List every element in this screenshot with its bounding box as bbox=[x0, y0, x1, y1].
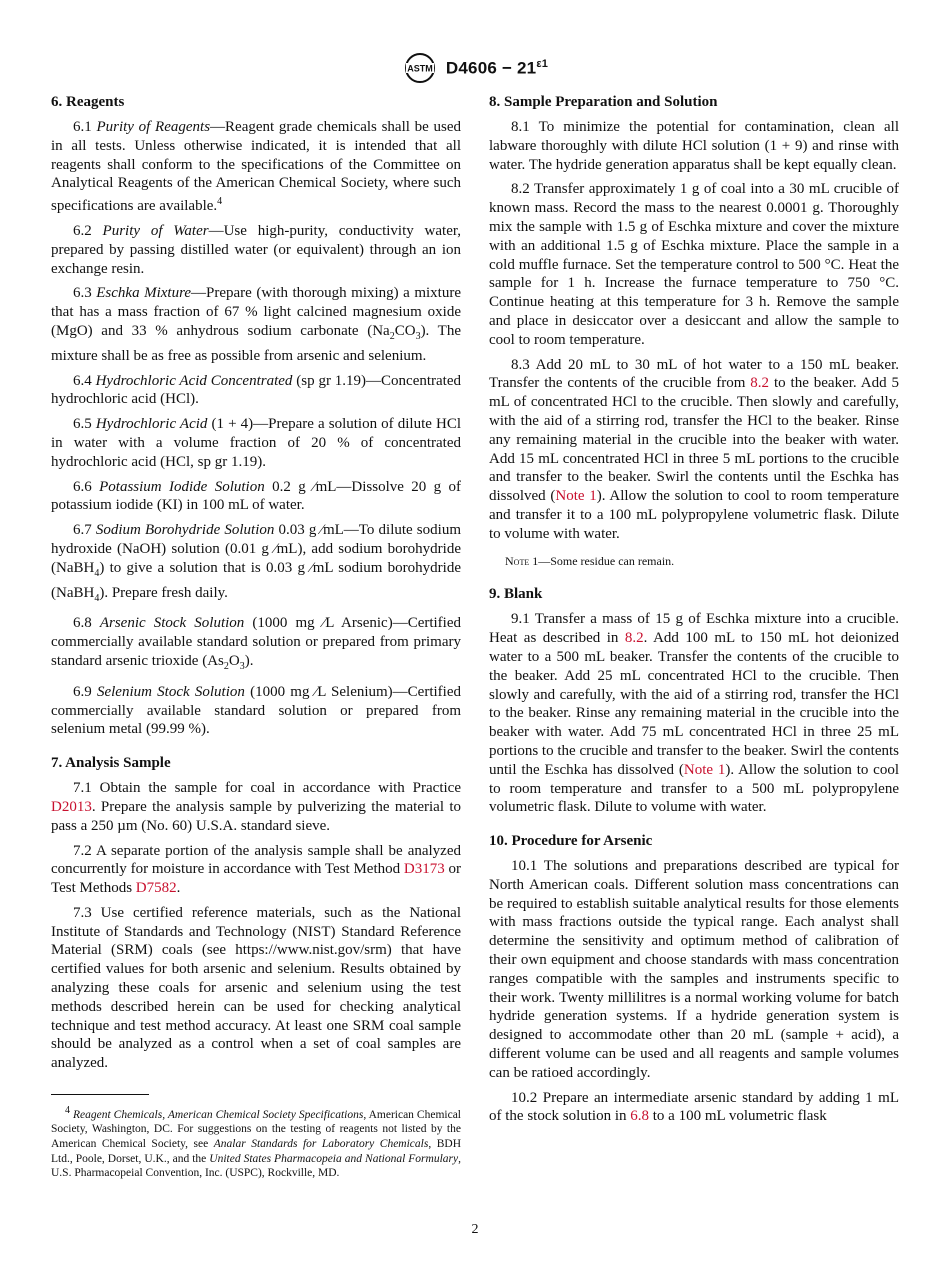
section-heading: 10. Procedure for Arsenic bbox=[489, 833, 653, 850]
paragraph-6-8: 6.8 Arsenic Stock Solution (1000 mg ⁄L Arsenic)—Certified commercially available standard solution or prepared from primary standard arsenic trioxide $(As_2O_3)$. bbox=[51, 615, 462, 672]
document-number: $D4606 - 21^{\varepsilon 1}$ bbox=[445, 57, 549, 78]
right-column bbox=[489, 92, 899, 1132]
paragraph-10-2: 10.2 Prepare an intermediate arsenic standard by adding 1 mL of the stock solution in 6.8 to a 100 mL volumetric flask bbox=[489, 1089, 899, 1125]
link-8-2[interactable]: 8.2 bbox=[624, 630, 644, 647]
page-number: 2 bbox=[471, 1222, 479, 1237]
paragraph-6-6: 6.6 Potassium Iodide Solution 0.2 g ⁄mL—Dissolve 20 g of potassium iodide (KI) in 100 mL of water. bbox=[51, 478, 462, 514]
section-heading: 7. Analysis Sample bbox=[51, 755, 171, 772]
paragraph-10-1: 10.1 The solutions and preparations described are typical for North American coals. Different solution mass concentrations can be required to establish suitable analytical results for those elements with mass fractions outside the typical range. Each analyst shall determine the sensitivity and optimum method of calibration of their own equipment and choose standards with mass concentration ranges compatible with the samples and instruments specific to their work. Twenty millilitres is a normal working volume for batch hydride generation systems. If a hydride generation system is designed to accommodate other than 20 mL (sample + acid), a different volume can be used and all reagents and sample volumes can be ratioed accordingly. bbox=[489, 858, 899, 1081]
link-8-2[interactable]: 8.2 bbox=[750, 375, 770, 392]
paragraph-6-1: 6.1 Purity of Reagents—Reagent grade chemicals shall be used in all tests. Unless otherwise indicated, it is intended that all reagents shall conform to the specifications of the Committee on Analytical Reagents of the American Chemical Society, where such specifications are available.$^4$ bbox=[51, 119, 461, 215]
section-heading: 6. Reagents bbox=[51, 94, 125, 110]
paragraph-7-2: 7.2 A separate portion of the analysis sample shall be analyzed concurrently for moisture in accordance with Test Method D3173 or Test Methods D7582. bbox=[51, 842, 461, 897]
link-d3173[interactable]: D3173 bbox=[403, 861, 445, 878]
astm-logo-icon bbox=[402, 52, 438, 84]
footnote-divider bbox=[51, 1094, 149, 1095]
section-heading: 8. Sample Preparation and Solution bbox=[489, 94, 718, 110]
link-note-1[interactable]: Note 1 bbox=[683, 761, 726, 778]
paragraph-6-4: 6.4 Hydrochloric Acid Concentrated (sp gr 1.19)—Concentrated hydrochloric acid (HCl). bbox=[51, 372, 461, 408]
page-header bbox=[0, 52, 950, 84]
note-1: Note 1—Some residue can remain. bbox=[505, 553, 675, 568]
left-column bbox=[51, 92, 461, 1079]
footnote-4: $^4$ Reagent Chemicals, American Chemical Society Specifications, American Chemical Society, Washington, DC. For suggestions on the testing of reagents not listed by the American Chemical Society, see Analar Standards for Laboratory Chemicals, BDH Ltd., Poole, Dorset, U.K., and the United States Pharmacopeia and National Formulary, U.S. Pharmacopeial Convention, Inc. (USPC), Rockville, MD. bbox=[51, 1105, 462, 1180]
paragraph-7-1: 7.1 Obtain the sample for coal in accordance with Practice D2013. Prepare the analysis sample by pulverizing the material to pass a 250 µm (No. 60) U.S.A. standard sieve. bbox=[51, 780, 461, 834]
paragraph-7-3: 7.3 Use certified reference materials, such as the National Institute of Standards and Technology (NIST) Standard Reference Material (SRM) coals (see https://www.nist.gov/srm) that have certified values for both arsenic and selenium. Results obtained by analyzing these coals for arsenic and selenium using the test methods described herein can be used for checking analytical technique and test method accuracy. At least one SRM coal sample should be analyzed as a control when a set of coal samples are analyzed. bbox=[51, 904, 461, 1072]
paragraph-6-7: 6.7 Sodium Borohydride Solution 0.03 g ⁄mL—To dilute sodium hydroxide (NaOH) solution (0.01 g ⁄mL), add sodium borohydride (NaBH$_4$) to give a solution that is 0.03 g ⁄mL sodium borohydride (NaBH$_4$). Prepare fresh daily. bbox=[51, 522, 461, 604]
link-6-8[interactable]: 6.8 bbox=[630, 1108, 649, 1125]
paragraph-6-3: 6.3 Eschka Mixture—Prepare (with thorough mixing) a mixture that has a mass fraction of 67 % light calcined magnesium oxide (MgO) and 33 % anhydrous sodium carbonate $(Na_2CO_3)$. The mixture shall be as free as possible from arsenic and selenium. bbox=[51, 285, 461, 364]
paragraph-8-2: 8.2 Transfer approximately 1 g of coal into a 30 mL crucible of known mass. Record the mass to the nearest 0.0001 g. Thoroughly mix the sample with 1.5 g of Eschka mixture and cover the mixture with an additional 1.5 g of Eschka mixture. Place the sample in a cold muffle furnace. Set the temperature control to 500 °C. Heat the sample for 1 h. Increase the furnace temperature to 750 °C. Continue heating at this temperature for 3 h. Remove the sample and place in desiccator over a desiccant and allow the sample to cool to room temperature. bbox=[489, 181, 899, 348]
paragraph-8-3: 8.3 Add 20 mL to 30 mL of hot water to a 150 mL beaker. Transfer the contents of the crucible from 8.2 to the beaker. Add 5 mL of concentrated HCl to the crucible. Then slowly and carefully, with the aid of a stirring rod, transfer the HCl to the beaker. Rinse any remaining material in the crucible into the beaker with water. Add 15 mL concentrated HCl in three 5 mL portions to the crucible and transfer to the beaker. Swirl the contents until the Eschka has dissolved (Note 1). Allow the solution to cool to room temperature and transfer it to a 100 mL polypropylene volumetric flask. Dilute to volume with water. bbox=[489, 356, 899, 542]
section-heading: 9. Blank bbox=[489, 586, 543, 603]
paragraph-6-9: 6.9 Selenium Stock Solution (1000 mg ⁄L Selenium)—Certified commercially available standard solution or prepared from selenium metal (99.99 %). bbox=[51, 683, 461, 738]
link-d2013[interactable]: D2013 bbox=[51, 798, 92, 815]
link-note-1[interactable]: Note 1 bbox=[555, 488, 597, 505]
paragraph-9-1: 9.1 Transfer a mass of 15 g of Eschka mixture into a crucible. Heat as described in 8.2. Add 100 mL to 150 mL hot deionized water to a 500 mL beaker. Transfer the contents of the crucible to the beaker. Add 25 mL concentrated HCl to the crucible. Then slowly and carefully, with the aid of a stirring rod, transfer the HCl to the beaker. Rinse any remaining material in the crucible into the beaker with water. Add 75 mL concentrated HCl in three 25 mL portions to the crucible and transfer to the beaker. Swirl the contents until the Eschka has dissolved (Note 1). Allow the solution to cool to room temperature and transfer to a 500 mL polypropylene volumetric flask. Dilute to volume with water. bbox=[489, 611, 899, 816]
paragraph-8-1: 8.1 To minimize the potential for contamination, clean all labware thoroughly with dilute HCl solution (1 + 9) and rinse with water. The hydride generation apparatus shall be kept equally clean. bbox=[489, 119, 899, 173]
paragraph-6-2: 6.2 Purity of Water—Use high-purity, conductivity water, prepared by passing distilled water (or equivalent) through an ion exchange resin. bbox=[51, 222, 461, 277]
svg-text:ASTM: ASTM bbox=[407, 63, 433, 74]
paragraph-6-5: 6.5 Hydrochloric Acid (1 + 4)—Prepare a solution of dilute HCl in water with a volume fraction of 20 % of concentrated hydrochloric acid (HCl, sp gr 1.19). bbox=[51, 416, 461, 470]
link-d7582[interactable]: D7582 bbox=[135, 880, 177, 897]
